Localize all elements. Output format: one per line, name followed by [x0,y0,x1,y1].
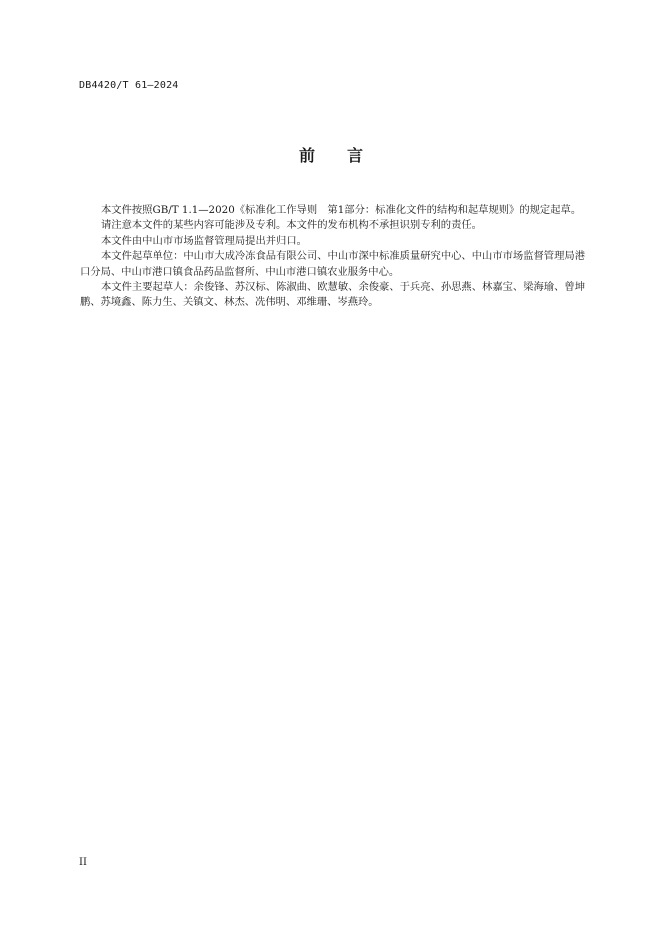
page-title [0,146,662,166]
title-char-1: 前 [298,146,315,165]
paragraph-drafters: 本文件主要起草人：余俊锋、苏汉标、陈淑曲、欧慧敏、余俊豪、于兵亮、孙思燕、林嘉宝、梁海瑜、曾坤鹏、苏境鑫、陈力生、关镇文、林杰、冼伟明、邓维珊、岑燕玲。 [80,281,585,309]
paragraph-drafting-rules: 本文件按照GB/T 1.1—2020《标准化工作导则 第1部分：标准化文件的结构和起草规则》的规定起草。 [101,204,582,216]
paragraph-patent-notice: 请注意本文件的某些内容可能涉及专利。本文件的发布机构不承担识别专利的责任。 [101,219,482,232]
paragraph-drafting-units: 本文件起草单位：中山市大成冷冻食品有限公司、中山市深中标准质量研究中心、中山市市场监督管理局港口分局、中山市港口镇食品药品监督所、中山市港口镇农业服务中心。 [80,250,585,278]
paragraph-proposer: 本文件由中山市市场监督管理局提出并归口。 [101,234,307,247]
foreword-body [80,203,585,311]
document-code: DB4420/T 61—2024 [79,80,179,91]
title-char-2: 言 [347,146,364,165]
page-number: II [79,857,87,868]
